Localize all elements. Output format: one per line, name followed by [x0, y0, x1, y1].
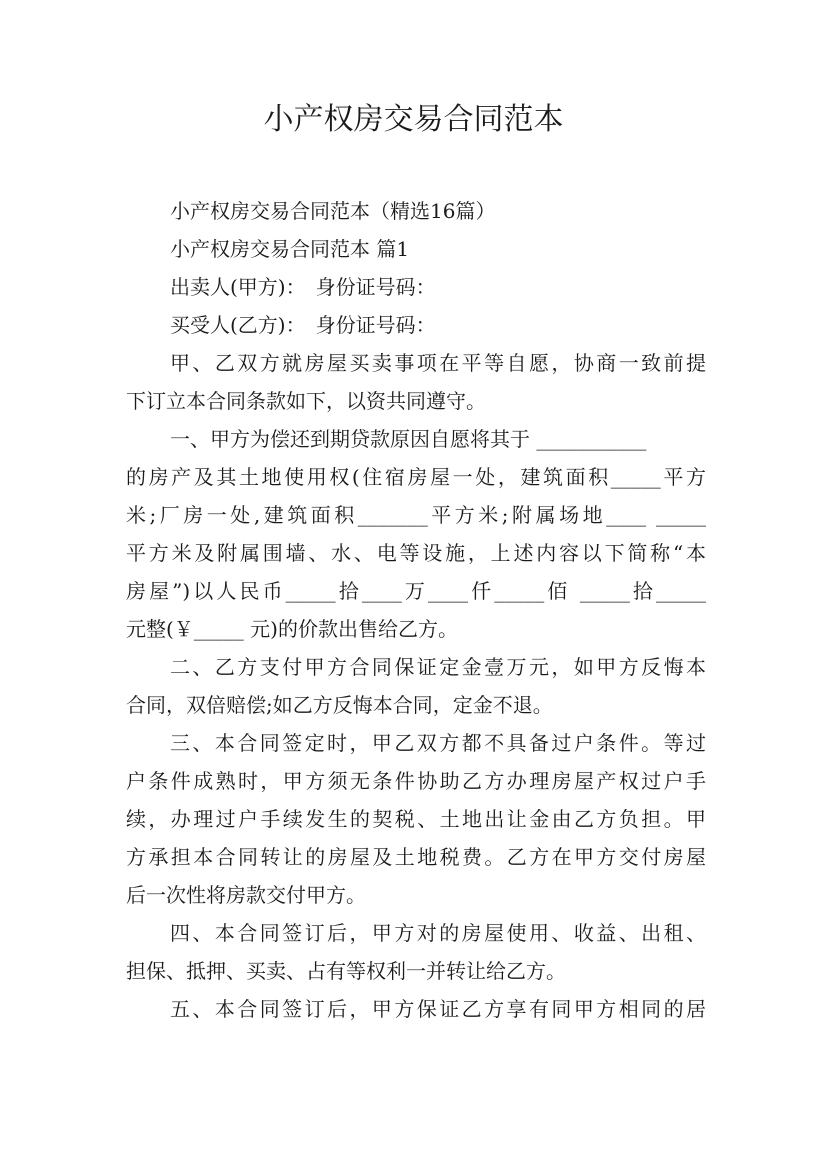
- clause-1-line: 平方米及附属围墙、水、电等设施，上述内容以下简称“本: [126, 541, 706, 565]
- clause-3-line: 后一次性将房款交付甲方。: [126, 883, 366, 907]
- paragraph-line: 甲、乙双方就房屋买卖事项在平等自愿，协商一致前提: [170, 351, 706, 375]
- clause-1-line: 一、甲方为偿还到期贷款原因自愿将其于 ___________: [170, 427, 647, 451]
- clause-2-line: 合同，双倍赔偿;如乙方反悔本合同，定金不退。: [126, 693, 553, 717]
- clause-3-line: 户条件成熟时，甲方须无条件协助乙方办理房屋产权过户手: [126, 769, 706, 793]
- document-body: [126, 192, 706, 1028]
- clause-4-line: 四、本合同签订后，甲方对的房屋使用、收益、出租、: [170, 921, 706, 945]
- clause-2-line: 二、乙方支付甲方合同保证定金壹万元，如甲方反悔本: [170, 655, 706, 679]
- section-heading: 小产权房交易合同范本 篇1: [170, 237, 410, 261]
- clause-1-line: 的房产及其土地使用权(住宿房屋一处，建筑面积_____平方: [126, 465, 706, 489]
- subtitle-line: 小产权房交易合同范本（精选16篇）: [170, 199, 496, 223]
- clause-1-line: 房屋”)以人民币_____拾____万____仟_____佰 _____拾_____: [126, 579, 706, 603]
- clause-3-line: 续，办理过户手续发生的契税、土地出让金由乙方负担。甲: [126, 807, 706, 831]
- clause-1-line: 元整(￥_____ 元)的价款出售给乙方。: [126, 617, 458, 641]
- paragraph-line: 下订立本合同条款如下，以资共同遵守。: [126, 389, 486, 413]
- clause-5-line: 五、本合同签订后，甲方保证乙方享有同甲方相同的居: [170, 997, 706, 1021]
- clause-1-line: 米;厂房一处,建筑面积_______平方米;附属场地____ _____: [126, 503, 706, 527]
- buyer-line: 买受人(乙方)： 身份证号码：: [170, 313, 436, 337]
- clause-3-line: 三、本合同签定时，甲乙双方都不具备过户条件。等过: [170, 731, 706, 755]
- seller-line: 出卖人(甲方)： 身份证号码：: [170, 275, 436, 299]
- clause-3-line: 方承担本合同转让的房屋及土地税费。乙方在甲方交付房屋: [126, 845, 706, 869]
- document-title: 小产权房交易合同范本: [263, 102, 564, 137]
- clause-4-line: 担保、抵押、买卖、占有等权利一并转让给乙方。: [126, 959, 566, 983]
